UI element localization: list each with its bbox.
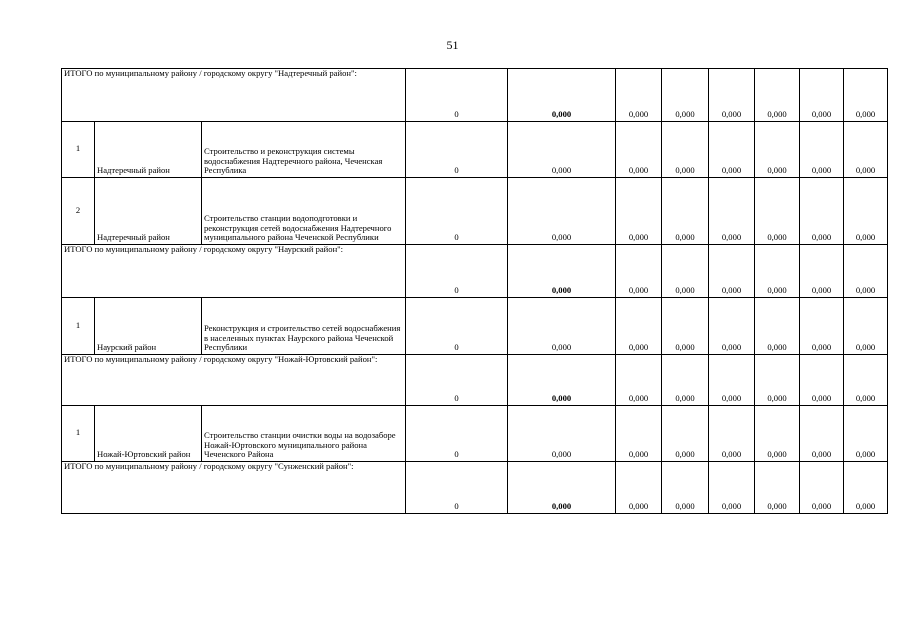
value-year-3: 0,000 bbox=[709, 462, 755, 514]
value-year-5: 0,000 bbox=[800, 462, 844, 514]
value-year-2: 0,000 bbox=[662, 462, 709, 514]
value-total-0: 0 bbox=[406, 122, 508, 178]
project-row bbox=[62, 122, 888, 178]
value-year-5: 0,000 bbox=[800, 298, 844, 355]
value-year-6: 0,000 bbox=[844, 462, 888, 514]
value-year-6: 0,000 bbox=[844, 122, 888, 178]
value-year-6: 0,000 bbox=[844, 245, 888, 298]
value-year-2: 0,000 bbox=[662, 122, 709, 178]
total-label: ИТОГО по муниципальному району / городскому округу "Сунженский район": bbox=[62, 462, 406, 514]
value-year-2: 0,000 bbox=[662, 355, 709, 406]
value-total-1: 0,000 bbox=[508, 462, 616, 514]
value-year-1: 0,000 bbox=[616, 122, 662, 178]
total-row bbox=[62, 245, 888, 298]
row-number: 2 bbox=[62, 178, 95, 245]
project-description: Строительство и реконструкция системы водоснабжения Надтеречного района, Чеченская Республика bbox=[202, 122, 406, 178]
row-number: 1 bbox=[62, 406, 95, 462]
project-row bbox=[62, 406, 888, 462]
value-year-2: 0,000 bbox=[662, 298, 709, 355]
value-year-3: 0,000 bbox=[709, 69, 755, 122]
value-total-1: 0,000 bbox=[508, 69, 616, 122]
value-year-4: 0,000 bbox=[755, 245, 800, 298]
total-row bbox=[62, 355, 888, 406]
value-year-3: 0,000 bbox=[709, 245, 755, 298]
total-label: ИТОГО по муниципальному району / городскому округу "Ножай-Юртовский район": bbox=[62, 355, 406, 406]
total-label: ИТОГО по муниципальному району / городскому округу "Надтеречный район": bbox=[62, 69, 406, 122]
value-year-3: 0,000 bbox=[709, 178, 755, 245]
value-year-6: 0,000 bbox=[844, 355, 888, 406]
value-year-1: 0,000 bbox=[616, 355, 662, 406]
project-description: Строительство станции водоподготовки и реконструкция сетей водоснабжения Надтеречного муниципального района Чеченской Республики bbox=[202, 178, 406, 245]
value-year-3: 0,000 bbox=[709, 298, 755, 355]
page-number: 51 bbox=[446, 38, 459, 52]
value-total-1: 0,000 bbox=[508, 298, 616, 355]
value-year-4: 0,000 bbox=[755, 355, 800, 406]
value-year-4: 0,000 bbox=[755, 298, 800, 355]
value-year-2: 0,000 bbox=[662, 406, 709, 462]
district-name: Наурский район bbox=[95, 298, 202, 355]
value-year-4: 0,000 bbox=[755, 462, 800, 514]
value-year-5: 0,000 bbox=[800, 245, 844, 298]
value-total-0: 0 bbox=[406, 245, 508, 298]
value-year-1: 0,000 bbox=[616, 406, 662, 462]
value-year-3: 0,000 bbox=[709, 406, 755, 462]
project-row bbox=[62, 298, 888, 355]
value-total-0: 0 bbox=[406, 178, 508, 245]
value-year-3: 0,000 bbox=[709, 122, 755, 178]
value-year-5: 0,000 bbox=[800, 406, 844, 462]
value-year-4: 0,000 bbox=[755, 69, 800, 122]
value-total-1: 0,000 bbox=[508, 245, 616, 298]
value-year-1: 0,000 bbox=[616, 298, 662, 355]
value-year-4: 0,000 bbox=[755, 178, 800, 245]
district-name: Надтеречный район bbox=[95, 178, 202, 245]
row-number: 1 bbox=[62, 122, 95, 178]
district-name: Надтеречный район bbox=[95, 122, 202, 178]
value-total-1: 0,000 bbox=[508, 122, 616, 178]
total-label: ИТОГО по муниципальному району / городскому округу "Наурский район": bbox=[62, 245, 406, 298]
value-year-1: 0,000 bbox=[616, 462, 662, 514]
value-total-1: 0,000 bbox=[508, 406, 616, 462]
value-year-1: 0,000 bbox=[616, 245, 662, 298]
value-year-4: 0,000 bbox=[755, 406, 800, 462]
value-year-5: 0,000 bbox=[800, 178, 844, 245]
value-year-5: 0,000 bbox=[800, 69, 844, 122]
value-total-0: 0 bbox=[406, 406, 508, 462]
row-number: 1 bbox=[62, 298, 95, 355]
value-year-1: 0,000 bbox=[616, 178, 662, 245]
value-year-5: 0,000 bbox=[800, 122, 844, 178]
district-name: Ножай-Юртовский район bbox=[95, 406, 202, 462]
project-description: Реконструкция и строительство сетей водоснабжения в населенных пунктах Наурского района Чеченской Республики bbox=[202, 298, 406, 355]
value-total-0: 0 bbox=[406, 69, 508, 122]
budget-table bbox=[61, 68, 888, 514]
value-year-5: 0,000 bbox=[800, 355, 844, 406]
project-description: Строительство станции очистки воды на водозаборе Ножай-Юртовского муниципального района Чеченского Района bbox=[202, 406, 406, 462]
value-year-2: 0,000 bbox=[662, 69, 709, 122]
value-year-6: 0,000 bbox=[844, 178, 888, 245]
value-year-3: 0,000 bbox=[709, 355, 755, 406]
project-row bbox=[62, 178, 888, 245]
value-year-6: 0,000 bbox=[844, 69, 888, 122]
value-year-2: 0,000 bbox=[662, 245, 709, 298]
value-year-6: 0,000 bbox=[844, 298, 888, 355]
value-total-0: 0 bbox=[406, 462, 508, 514]
value-total-0: 0 bbox=[406, 355, 508, 406]
value-total-1: 0,000 bbox=[508, 355, 616, 406]
total-row bbox=[62, 462, 888, 514]
value-year-6: 0,000 bbox=[844, 406, 888, 462]
value-year-2: 0,000 bbox=[662, 178, 709, 245]
value-total-0: 0 bbox=[406, 298, 508, 355]
value-year-4: 0,000 bbox=[755, 122, 800, 178]
value-year-1: 0,000 bbox=[616, 69, 662, 122]
value-total-1: 0,000 bbox=[508, 178, 616, 245]
total-row bbox=[62, 69, 888, 122]
